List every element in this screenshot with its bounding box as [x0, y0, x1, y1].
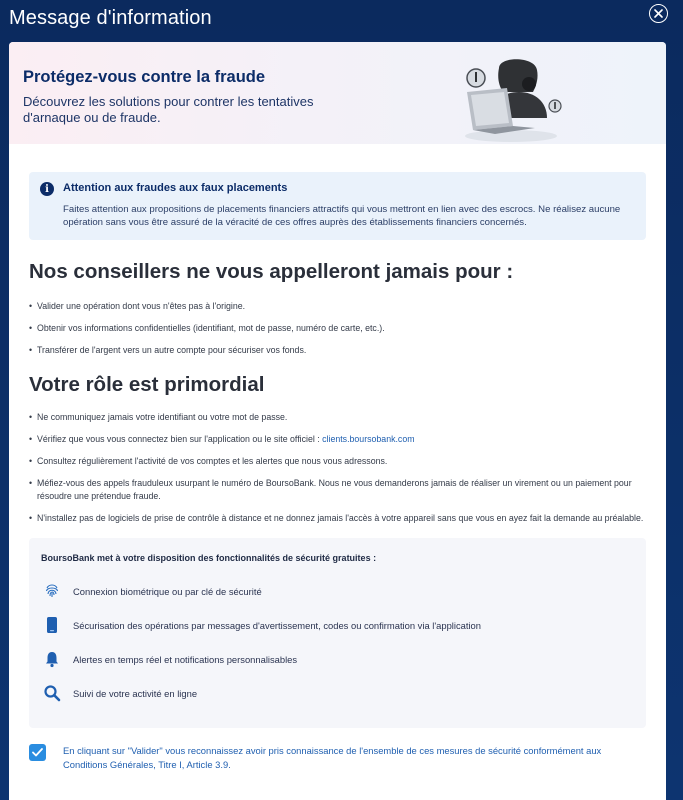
list-item: • Consultez régulièrement l'activité de vos comptes et les alertes que nous vous adressons.	[29, 455, 646, 468]
feature-item	[41, 676, 646, 710]
section-role-title: Votre rôle est primordial	[29, 373, 265, 396]
feature-label: Alertes en temps réel et notifications personnalisables	[73, 653, 298, 665]
phone-icon	[41, 614, 63, 636]
list-item: • N'installez pas de logiciels de prise de contrôle à distance et ne donnez jamais l'accès à votre appareil sans que vous en ayez fait la demande au préalable.	[29, 512, 646, 525]
hacker-laptop-illustration	[449, 48, 569, 144]
role-list	[29, 411, 646, 525]
official-site-link[interactable]: clients.boursobank.com	[322, 434, 415, 444]
list-item: • Transférer de l'argent vers un autre compte pour sécuriser vos fonds.	[29, 344, 646, 357]
security-features-box	[29, 538, 646, 728]
info-icon: i	[40, 182, 54, 196]
list-item: • Valider une opération dont vous n'êtes pas à l'origine.	[29, 300, 646, 313]
feature-label: Connexion biométrique ou par clé de sécurité	[73, 585, 262, 597]
banner-subtitle: Découvrez les solutions pour contrer les tentatives d'arnaque ou de fraude.	[23, 94, 314, 125]
feature-label: Sécurisation des opérations par messages d'avertissement, codes ou confirmation via l'application	[73, 619, 481, 631]
feature-item	[41, 574, 646, 608]
feature-label: Suivi de votre activité en ligne	[73, 687, 198, 699]
search-icon	[41, 682, 63, 704]
fraud-alert-box	[29, 172, 646, 240]
list-item: • Obtenir vos informations confidentielles (identifiant, mot de passe, numéro de carte, etc.).	[29, 322, 646, 335]
fraud-banner	[9, 42, 666, 144]
consent-row	[29, 744, 646, 772]
consent-checkbox[interactable]	[29, 744, 46, 761]
close-button[interactable]	[649, 4, 668, 23]
bell-icon	[41, 648, 63, 670]
list-item	[29, 433, 646, 446]
modal-header	[0, 0, 683, 36]
check-icon	[32, 748, 43, 757]
list-item: • Méfiez-vous des appels frauduleux usurpant le numéro de BoursoBank. Nous ne vous demanderons jamais de réaliser un virement ou un paiement pour résoudre une prétendue fraude.	[29, 477, 646, 503]
feature-item	[41, 608, 646, 642]
features-title: BoursoBank met à votre disposition des fonctionnalités de sécurité gratuites :	[41, 553, 377, 563]
alert-title: Attention aux fraudes aux faux placements	[63, 182, 288, 194]
feature-item	[41, 642, 646, 676]
alert-body: Faites attention aux propositions de placements financiers attractifs qui vous mettront en lien avec des escrocs. Ne réalisez aucune opération sans vous être assuré de la véracité de ces offres auprès des établissements financiers concernés.	[63, 204, 621, 228]
list-item-text: Vérifiez que vous vous connectez bien sur l'application ou le site officiel :	[37, 434, 323, 444]
close-circle-icon	[654, 9, 663, 18]
section-advisors-title: Nos conseillers ne vous appelleront jamais pour :	[29, 260, 514, 283]
modal-title: Message d'information	[9, 6, 212, 29]
banner-title: Protégez-vous contre la fraude	[23, 68, 266, 86]
modal-body	[9, 42, 666, 800]
fingerprint-icon	[41, 580, 63, 602]
list-item: • Ne communiquez jamais votre identifiant ou votre mot de passe.	[29, 411, 646, 424]
consent-text[interactable]: En cliquant sur "Valider" vous reconnaissez avoir pris connaissance de l'ensemble de ces mesures de sécurité conformément aux Conditions Générales, Titre I, Article 3.9.	[63, 745, 602, 770]
advisors-list	[29, 300, 646, 357]
